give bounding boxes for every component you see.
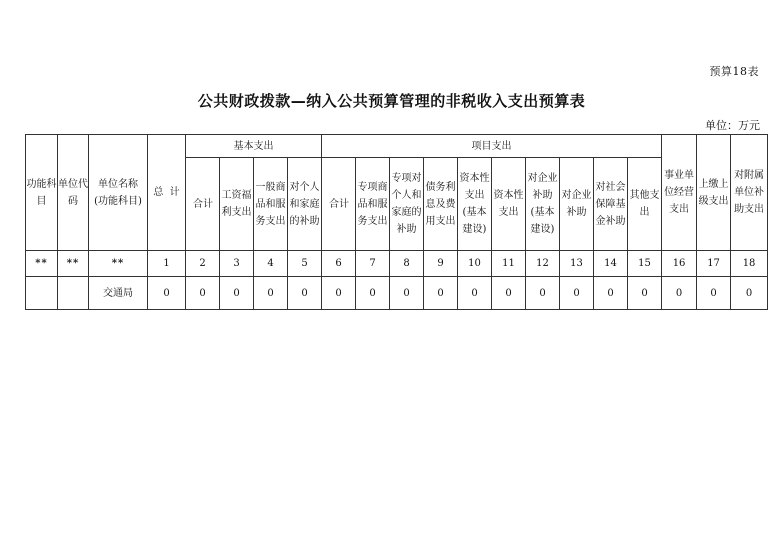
- header-project-col: 其他支出: [628, 158, 662, 251]
- header-unit-name: 单位名称(功能科目): [89, 135, 148, 251]
- index-cell: **: [58, 251, 89, 277]
- header-project-col: 债务利息及费用支出: [424, 158, 458, 251]
- row-value-cell: 0: [594, 277, 628, 310]
- unit-label: 单位：万元: [705, 119, 760, 132]
- index-cell: 11: [492, 251, 526, 277]
- header-basic-col: 对个人和家庭的补助: [288, 158, 322, 251]
- header-project-col: 资本性支出: [492, 158, 526, 251]
- row-value-cell: 0: [148, 277, 186, 310]
- index-cell: 14: [594, 251, 628, 277]
- row-unit-code: [58, 277, 89, 310]
- table-row: [26, 277, 768, 310]
- row-value-cell: 0: [458, 277, 492, 310]
- row-value-cell: 0: [697, 277, 731, 310]
- row-value-cell: 0: [220, 277, 254, 310]
- header-basic-col: 一般商品和服务支出: [254, 158, 288, 251]
- header-group-basic: 基本支出: [186, 135, 322, 158]
- row-value-cell: 0: [424, 277, 458, 310]
- row-value-cell: 0: [390, 277, 424, 310]
- index-cell: 16: [662, 251, 697, 277]
- header-project-col: 对企业补助(基本建设): [526, 158, 560, 251]
- index-cell: 7: [356, 251, 390, 277]
- header-project-col: 资本性支出(基本建设): [458, 158, 492, 251]
- header-business-expense: 事业单位经营支出: [662, 135, 697, 251]
- index-cell: 1: [148, 251, 186, 277]
- table-index-row: [26, 251, 768, 277]
- row-value-cell: 0: [526, 277, 560, 310]
- header-unit-code: 单位代码: [58, 135, 89, 251]
- header-basic-col: 工资福利支出: [220, 158, 254, 251]
- index-cell: **: [89, 251, 148, 277]
- row-function-subject: [26, 277, 58, 310]
- header-project-col: 对社会保障基金补助: [594, 158, 628, 251]
- page-number: 预算18表: [709, 65, 759, 78]
- row-value-cell: 0: [288, 277, 322, 310]
- index-cell: 9: [424, 251, 458, 277]
- table-header-group-row: [26, 135, 768, 158]
- header-group-project: 项目支出: [322, 135, 662, 158]
- index-cell: 10: [458, 251, 492, 277]
- index-cell: **: [26, 251, 58, 277]
- header-project-col: 合计: [322, 158, 356, 251]
- index-cell: 4: [254, 251, 288, 277]
- row-value-cell: 0: [662, 277, 697, 310]
- row-value-cell: 0: [356, 277, 390, 310]
- header-project-col: 专项对个人和家庭的补助: [390, 158, 424, 251]
- index-cell: 12: [526, 251, 560, 277]
- page-title: 公共财政拨款—纳入公共预算管理的非税收入支出预算表: [197, 92, 586, 110]
- index-cell: 17: [697, 251, 731, 277]
- index-cell: 8: [390, 251, 424, 277]
- index-cell: 15: [628, 251, 662, 277]
- row-unit-name: 交通局: [89, 277, 148, 310]
- row-value-cell: 0: [186, 277, 220, 310]
- index-cell: 13: [560, 251, 594, 277]
- budget-table: [25, 134, 768, 310]
- header-function-subject: 功能科目: [26, 135, 58, 251]
- row-value-cell: 0: [254, 277, 288, 310]
- row-value-cell: 0: [731, 277, 768, 310]
- row-value-cell: 0: [492, 277, 526, 310]
- header-project-col: 对企业补助: [560, 158, 594, 251]
- header-total: 总 计: [148, 135, 186, 251]
- index-cell: 5: [288, 251, 322, 277]
- header-affiliate-subsidy: 对附属单位补助支出: [731, 135, 768, 251]
- index-cell: 3: [220, 251, 254, 277]
- row-value-cell: 0: [560, 277, 594, 310]
- row-value-cell: 0: [322, 277, 356, 310]
- index-cell: 6: [322, 251, 356, 277]
- header-project-col: 专项商品和服务支出: [356, 158, 390, 251]
- header-basic-col: 合计: [186, 158, 220, 251]
- index-cell: 18: [731, 251, 768, 277]
- row-value-cell: 0: [628, 277, 662, 310]
- header-upper-payment: 上缴上级支出: [697, 135, 731, 251]
- index-cell: 2: [186, 251, 220, 277]
